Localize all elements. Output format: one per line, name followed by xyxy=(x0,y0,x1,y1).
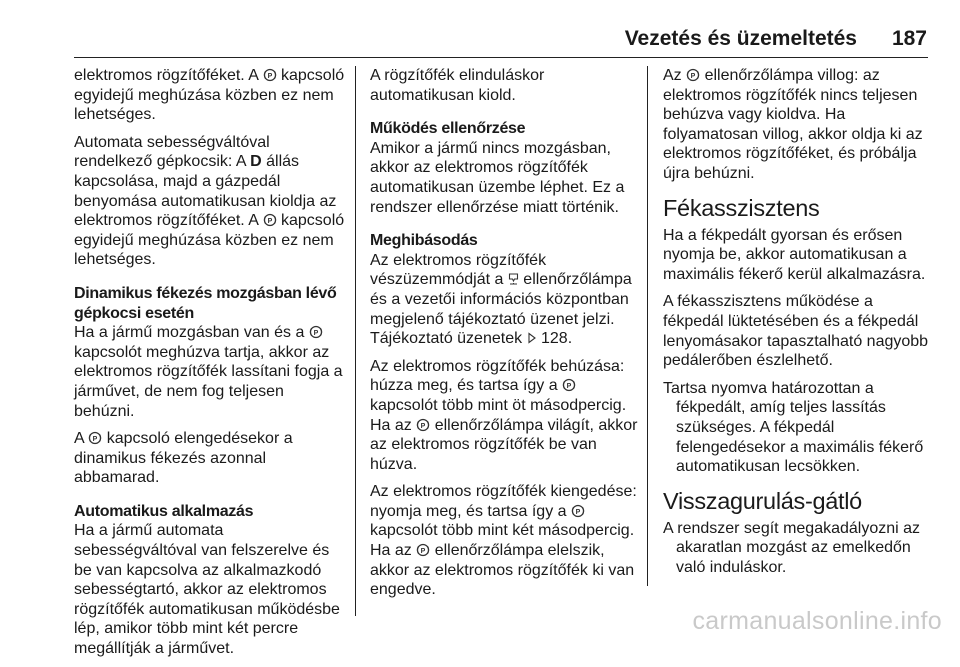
column-divider-2 xyxy=(647,66,648,586)
svg-text:P: P xyxy=(420,422,426,430)
parking-brake-icon xyxy=(562,378,576,392)
paragraph: Ha a jármű mozgásban van és a P kapcsolót meghúzva tartja, akkor az elektromos rögzítőfék lassítani fogja a járművet, de nem fog teljesen behúzni. xyxy=(74,324,343,420)
column-1 xyxy=(74,66,346,667)
svg-text:P: P xyxy=(566,383,572,391)
page-header xyxy=(0,0,960,60)
paragraph: A fékasszisztens működése a fékpedál lüktetésében és a fékpedál lenyomásakor tapasztalható nagyobb pedálerőben észlelhető. xyxy=(663,293,929,370)
page-number: 187 xyxy=(891,27,927,50)
parking-brake-icon xyxy=(686,68,700,82)
watermark: carmanualsonline.info xyxy=(692,607,942,635)
paragraph: A rögzítőfék elinduláskor automatikusan kiold. xyxy=(370,67,545,104)
column-3 xyxy=(663,66,933,585)
section-title: Vezetés és üzemeltetés xyxy=(624,27,857,50)
paragraph: Ha a jármű automata sebességváltóval van felszerelve és be van kapcsolva az alkalmazkodó sebességtartó, akkor az elektromos rögzítőfék automatikusan működésbe lép, amikor több mint két percre megállítják a járművet. xyxy=(74,522,340,658)
triangle-ref-icon xyxy=(527,332,537,344)
svg-text:P: P xyxy=(267,72,272,80)
heading-hill-start-assist: Visszagurulás-gátló xyxy=(663,487,862,514)
svg-text:P: P xyxy=(92,435,98,443)
paragraph: elektromos rögzítőféket. A P kapcsoló egyidejű meghúzása közben ez nem lehetséges. xyxy=(74,67,345,124)
parking-brake-icon xyxy=(309,325,323,339)
paragraph: Ha a fékpedált gyorsan és erősen nyomja be, akkor automatikusan a maximális fékerő kerül alkalmazásra. xyxy=(663,226,926,283)
paragraph: Tartsa nyomva határozottan a fékpedált, amíg teljes lassítás szükséges. A fékpedál felengedésekor a maximális fékerő automatikusan lecsökken. xyxy=(663,379,924,476)
parking-brake-icon xyxy=(416,543,430,557)
column-divider-1 xyxy=(355,66,356,616)
svg-text:P: P xyxy=(313,329,319,337)
parking-brake-icon xyxy=(88,431,102,445)
paragraph: Az elektromos rögzítőfék vészüzemmódját a ellenőrzőlámpa és a vezetői információs központban megjelenő tájékoztató üzenet jelzi. Tájékoztató üzenetek 128. xyxy=(370,251,632,348)
paragraph: Az P ellenőrzőlámpa villog: az elektromos rögzítőfék nincs teljesen behúzva vagy kioldva. Ha folyamatosan villog, akkor oldja ki az elektromos rögzítőféket, és próbálja újra behúzni. xyxy=(663,67,923,182)
subheading-fault: Meghibásodás xyxy=(370,232,478,250)
svg-text:P: P xyxy=(690,72,696,80)
column-2 xyxy=(370,66,638,608)
paragraph: Az elektromos rögzítőfék behúzása: húzza meg, és tartsa így a P kapcsolót több mint öt másodpercig. Ha az P ellenőrzőlámpa világít, akkor az elektromos rögzítőfék be van húzva. xyxy=(370,357,638,473)
parking-brake-icon xyxy=(263,213,277,227)
service-warning-icon xyxy=(508,272,519,285)
parking-brake-icon xyxy=(416,418,430,432)
svg-text:P: P xyxy=(267,217,272,225)
subheading-dynamic-braking: Dinamikus fékezés mozgásban lévő gépkocsi esetén xyxy=(74,284,337,322)
parking-brake-icon xyxy=(263,68,277,82)
header-rule xyxy=(74,57,928,58)
heading-brake-assist: Fékasszisztens xyxy=(663,194,820,221)
subheading-function-check: Működés ellenőrzése xyxy=(370,120,526,138)
paragraph: A rendszer segít megakadályozni az akaratlan mozgást az emelkedőn való induláskor. xyxy=(663,519,921,576)
svg-text:P: P xyxy=(420,547,426,555)
paragraph: Az elektromos rögzítőfék kiengedése: nyomja meg, és tartsa így a P kapcsolót több mint két másodpercig. Ha az P ellenőrzőlámpa elelszik, akkor az elektromos rögzítőfék ki van engedve. xyxy=(370,483,637,599)
subheading-automatic-application: Automatikus alkalmazás xyxy=(74,502,254,520)
paragraph: Amikor a jármű nincs mozgásban, akkor az elektromos rögzítőfék automatikusan üzembe léphet. Ez a rendszer ellenőrzése miatt történik. xyxy=(370,139,625,216)
paragraph: Automata sebességváltóval rendelkező gépkocsik: A D állás kapcsolása, majd a gázpedál benyomása automatikusan kioldja az elektromos rögzítőféket. A P kapcsoló egyidejű meghúzása közben ez nem lehetséges. xyxy=(74,133,345,269)
svg-text:P: P xyxy=(575,508,581,516)
parking-brake-icon xyxy=(571,504,585,518)
paragraph: A P kapcsoló elengedésekor a dinamikus fékezés azonnal abbamarad. xyxy=(74,430,293,487)
